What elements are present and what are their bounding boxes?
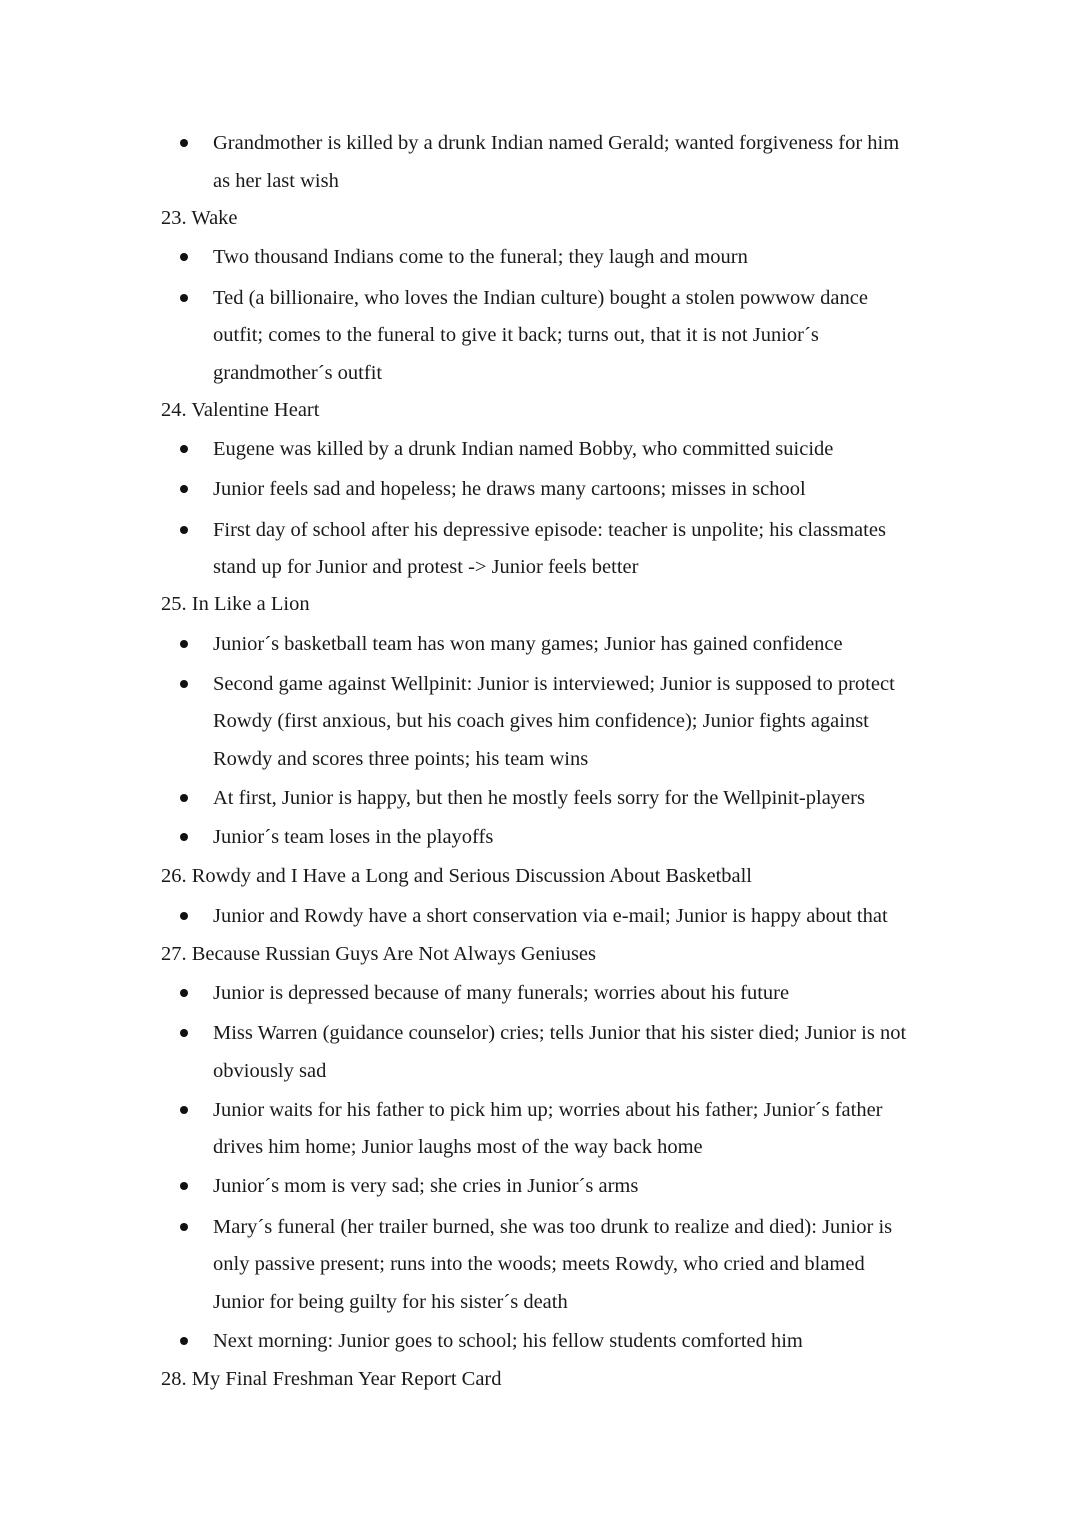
- section-heading-text: 25. In Like a Lion: [161, 593, 310, 615]
- bullet-text: Miss Warren (guidance counselor) cries; tells Junior that his sister died; Junior is not: [213, 1022, 907, 1044]
- bullet-dot-icon: [180, 1029, 188, 1037]
- bullet-text: Junior´s team loses in the playoffs: [213, 826, 494, 848]
- bullet-text: Junior for being guilty for his sister´s death: [213, 1291, 568, 1313]
- section-heading-text: 27. Because Russian Guys Are Not Always Geniuses: [161, 943, 597, 965]
- bullet-text: Eugene was killed by a drunk Indian named Bobby, who committed suicide: [213, 438, 834, 460]
- bullet-dot-icon: [180, 912, 188, 920]
- bullet-dot-icon: [180, 1337, 188, 1345]
- bullet-dot-icon: [180, 989, 188, 997]
- section-heading-text: 28. My Final Freshman Year Report Card: [161, 1368, 502, 1390]
- bullet-text: as her last wish: [213, 170, 339, 192]
- bullet-dot-icon: [180, 833, 188, 841]
- bullet-dot-icon: [180, 294, 188, 302]
- bullet-text: obviously sad: [213, 1060, 327, 1082]
- bullet-dot-icon: [180, 1223, 188, 1231]
- bullet-text: Junior waits for his father to pick him up; worries about his father; Junior´s father: [213, 1099, 883, 1121]
- bullet-text: Two thousand Indians come to the funeral; they laugh and mourn: [213, 246, 748, 268]
- section-heading-text: 23. Wake: [161, 207, 238, 229]
- bullet-dot-icon: [180, 253, 188, 261]
- bullet-text: Rowdy (first anxious, but his coach gives him confidence); Junior fights against: [213, 710, 869, 732]
- bullet-text: Junior feels sad and hopeless; he draws many cartoons; misses in school: [213, 478, 806, 500]
- bullet-dot-icon: [180, 794, 188, 802]
- bullet-text: stand up for Junior and protest -> Junior feels better: [213, 556, 639, 578]
- bullet-dot-icon: [180, 445, 188, 453]
- bullet-text: Second game against Wellpinit: Junior is interviewed; Junior is supposed to protect: [213, 673, 895, 695]
- bullet-text: At first, Junior is happy, but then he mostly feels sorry for the Wellpinit-players: [213, 787, 865, 809]
- bullet-text: Rowdy and scores three points; his team wins: [213, 748, 589, 770]
- bullet-text: First day of school after his depressive episode: teacher is unpolite; his classmates: [213, 519, 886, 541]
- bullet-dot-icon: [180, 139, 188, 147]
- bullet-text: Junior´s basketball team has won many games; Junior has gained confidence: [213, 633, 843, 655]
- bullet-text: outfit; comes to the funeral to give it back; turns out, that it is not Junior´s: [213, 324, 819, 346]
- bullet-text: grandmother´s outfit: [213, 362, 383, 384]
- bullet-text: Next morning: Junior goes to school; his fellow students comforted him: [213, 1330, 803, 1352]
- bullet-dot-icon: [180, 485, 188, 493]
- bullet-text: Grandmother is killed by a drunk Indian named Gerald; wanted forgiveness for him: [213, 132, 900, 154]
- section-heading-text: 24. Valentine Heart: [161, 399, 320, 421]
- bullet-text: drives him home; Junior laughs most of the way back home: [213, 1136, 703, 1158]
- bullet-dot-icon: [180, 1182, 188, 1190]
- section-heading-text: 26. Rowdy and I Have a Long and Serious Discussion About Basketball: [161, 865, 753, 887]
- bullet-text: Ted (a billionaire, who loves the Indian culture) bought a stolen powwow dance: [213, 287, 868, 309]
- bullet-text: Junior´s mom is very sad; she cries in Junior´s arms: [213, 1175, 639, 1197]
- bullet-text: only passive present; runs into the woods; meets Rowdy, who cried and blamed: [213, 1253, 865, 1275]
- bullet-text: Junior is depressed because of many funerals; worries about his future: [213, 982, 790, 1004]
- bullet-dot-icon: [180, 1106, 188, 1114]
- bullet-dot-icon: [180, 640, 188, 648]
- bullet-dot-icon: [180, 526, 188, 534]
- bullet-text: Junior and Rowdy have a short conservation via e-mail; Junior is happy about that: [213, 905, 888, 927]
- bullet-dot-icon: [180, 680, 188, 688]
- bullet-text: Mary´s funeral (her trailer burned, she was too drunk to realize and died): Junior is: [213, 1216, 893, 1238]
